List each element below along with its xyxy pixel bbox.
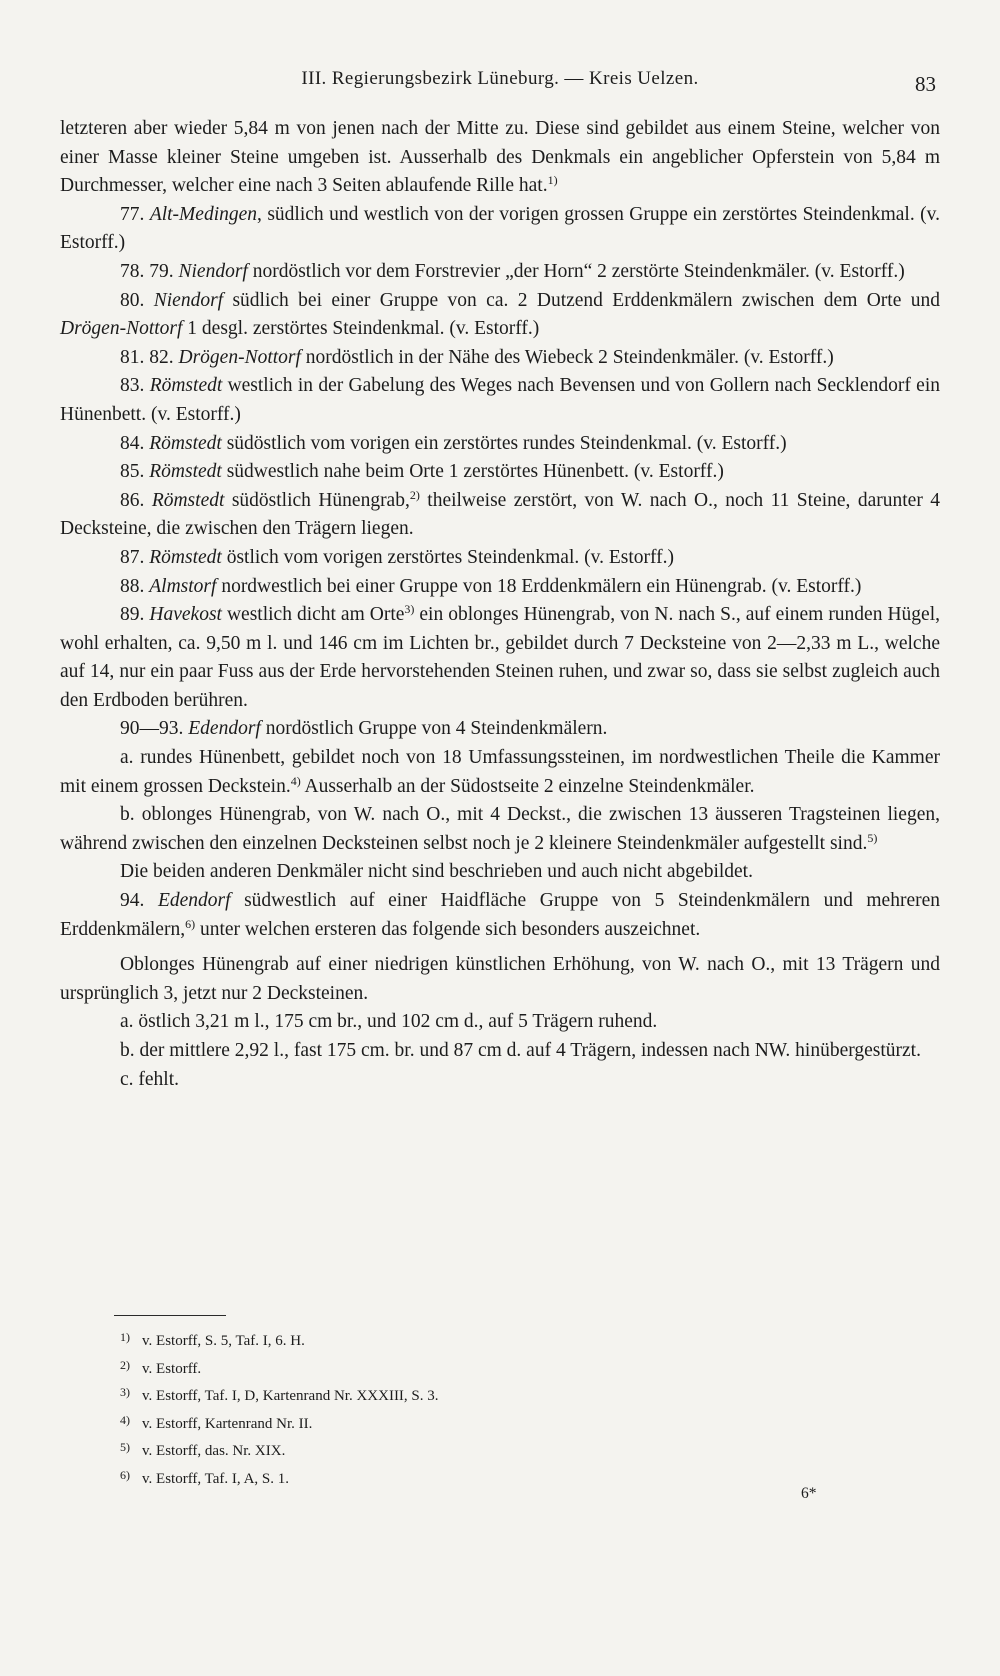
footnote-ref: 4) [290, 773, 301, 788]
text-run: südwestlich auf einer Haidfläche Gruppe von 5 Steindenkmälern und mehreren Erddenkmälern, [60, 890, 940, 940]
text-run: 81. 82. [120, 346, 179, 368]
text-run: theilweise zerstört, von W. nach O., noch 11 Steine, darunter 4 Decksteine, die zwischen den Trägern liegen. [60, 489, 940, 540]
text-run: nordöstlich Gruppe von 4 Steindenkmälern. [260, 718, 608, 740]
footnote [120, 1464, 820, 1492]
text-run: 89. [120, 604, 150, 626]
text-run: ein oblonges Hünengrab, von N. nach S., auf einem runden Hügel, wohl erhalten, ca. 9,50 m l. und 146 cm im Lichten br., gebildet durch 7 Decksteine von 2—2,33 m L., welche auf 14, nur ein paar Fuss aus der Erde hervorstehenden Steinen ruhen, und zwar so, dass sie selbst zugleich auch den Erdboden berühren. [60, 604, 940, 711]
place-name: Niendorf [153, 289, 224, 311]
text-run: südwestlich nahe beim Orte 1 zerstörtes Hünenbett. (v. Estorff.) [221, 461, 724, 483]
paragraph [60, 115, 940, 201]
text-run: 77. [120, 203, 150, 225]
text-run: südöstlich Hünengrab, [224, 489, 410, 511]
footnote-mark: 4) [120, 1412, 130, 1427]
text-run: südlich bei einer Gruppe von ca. 2 Dutzend Erddenkmälern zwischen dem Orte und [223, 289, 940, 311]
footnote [120, 1381, 820, 1409]
place-name: Römstedt [149, 432, 222, 454]
footnote [120, 1354, 820, 1382]
footnote-ref: 2) [409, 487, 420, 502]
footnote-text: v. Estorff. [142, 1360, 202, 1377]
footnote-ref: 6) [185, 916, 196, 931]
text-run: 87. [120, 546, 150, 568]
text-run: östlich vom vorigen zerstörtes Steindenkmal. (v. Estorff.) [221, 546, 675, 568]
paragraph [60, 887, 940, 944]
footnote-ref: 5) [867, 830, 878, 845]
paragraph [60, 287, 940, 344]
page-number: 83 [915, 72, 936, 96]
paragraph [60, 201, 940, 258]
footnote-ref: 1) [547, 173, 558, 188]
footnote-mark: 1) [120, 1330, 130, 1344]
place-name: Havekost [149, 604, 222, 626]
footnote [120, 1409, 820, 1437]
paragraph [60, 801, 940, 858]
paragraph [60, 715, 940, 744]
paragraph [60, 1066, 940, 1095]
paragraph [60, 573, 940, 602]
footnote-mark: 3) [120, 1385, 130, 1399]
text-run: Oblonges Hünengrab auf einer niedrigen künstlichen Erhöhung, von W. nach O., mit 13 Trägern und ursprünglich 3, jetzt nur 2 Decksteinen. [60, 954, 940, 1004]
text-run: nordwestlich bei einer Gruppe von 18 Erddenkmälern ein Hünengrab. (v. Estorff.) [216, 575, 862, 597]
paragraph [60, 1008, 940, 1037]
paragraph [60, 601, 940, 715]
text-run: westlich in der Gabelung des Weges nach Bevensen und von Gollern nach Secklendorf ein Hünenbett. (v. Estorff.) [60, 375, 941, 425]
paragraph [60, 858, 940, 887]
place-name: Drögen-Nottorf [60, 318, 183, 340]
text-run: Ausserhalb an der Südostseite 2 einzelne Steindenkmäler. [300, 775, 755, 797]
text-run: nordöstlich vor dem Forstrevier „der Horn“ 2 zerstörte Steindenkmäler. (v. Estorff.) [247, 260, 905, 282]
text-run: a. rundes Hünenbett, gebildet noch von 18 Umfassungssteinen, im nordwestlichen Theile die Kammer mit einem grossen Deckstein. [60, 747, 940, 797]
page-header [60, 60, 940, 100]
text-run: b. oblonges Hünengrab, von W. nach O., mit 4 Deckst., die zwischen 13 äusseren Tragsteinen liegen, während zwischen den einzelnen Decksteinen selbst noch je 2 kleinere Steindenkmäler aufgestellt sind. [60, 804, 940, 854]
text-run: b. der mittlere 2,92 l., fast 175 cm. br. und 87 cm d. auf 4 Trägern, indessen nach NW. hinübergestürzt. [120, 1040, 921, 1061]
footnote-mark: 5) [120, 1440, 130, 1454]
place-name: Drögen-Nottorf [178, 346, 301, 368]
paragraph [60, 487, 940, 544]
paragraph [60, 1037, 940, 1066]
text-run: westlich dicht am Orte [221, 604, 405, 626]
paragraph [60, 951, 940, 1008]
text-run: 78. 79. [120, 260, 179, 282]
text-run: Die beiden anderen Denkmäler nicht sind beschrieben und auch nicht abgebildet. [120, 861, 753, 883]
running-head: III. Regierungsbezirk Lüneburg. — Kreis Uelzen. [301, 68, 699, 89]
paragraph [60, 544, 940, 573]
text-run: 90—93. [120, 718, 189, 740]
text-run: 80. [120, 289, 154, 311]
printer-signature: 6* [801, 1485, 817, 1502]
paragraph [60, 372, 940, 429]
paragraph [60, 458, 940, 487]
paragraph [60, 344, 940, 373]
text-run: letzteren aber wieder 5,84 m von jenen nach der Mitte zu. Diese sind gebildet aus einem Steine, welcher von einer Masse kleiner Steine umgeben ist. Ausserhalb des Denkmals ein angeblicher Opferstein von 5,84 m Durchmesser, welcher eine nach 3 Seiten ablaufende Rille hat. [60, 118, 940, 197]
place-name: Römstedt [151, 489, 225, 511]
text-run: südöstlich vom vorigen ein zerstörtes rundes Steindenkmal. (v. Estorff.) [221, 432, 787, 454]
footnote-text: v. Estorff, Kartenrand Nr. II. [142, 1415, 313, 1432]
paragraph [60, 430, 940, 459]
text-run: nordöstlich in der Nähe des Wiebeck 2 Steindenkmäler. (v. Estorff.) [300, 346, 834, 368]
footnote [120, 1326, 820, 1354]
place-name: Römstedt [149, 461, 222, 483]
text-run: unter welchen ersteren das folgende sich besonders auszeichnet. [195, 918, 701, 940]
text-run: , südlich und westlich von der vorigen grossen Gruppe ein zerstörtes Steindenkmal. (v. Estorff.) [60, 203, 940, 254]
footnote-mark: 6) [120, 1467, 130, 1482]
text-run: 94. [120, 890, 158, 912]
paragraph [60, 744, 940, 801]
place-name: Römstedt [149, 375, 223, 397]
footnote-text: v. Estorff, S. 5, Taf. I, 6. H. [142, 1333, 305, 1349]
place-name: Almstorf [149, 575, 217, 597]
text-run: 86. [120, 489, 152, 511]
text-run: 88. [120, 575, 150, 597]
text-run: a. östlich 3,21 m l., 175 cm br., und 102 cm d., auf 5 Trägern ruhend. [120, 1011, 658, 1033]
place-name: Edendorf [157, 890, 231, 912]
footnotes [120, 1326, 820, 1491]
place-name: Römstedt [149, 546, 222, 568]
text-run: 85. [120, 461, 150, 483]
paragraph [60, 258, 940, 287]
place-name: Alt-Medingen [149, 203, 258, 225]
footnote [120, 1436, 820, 1464]
text-run: c. fehlt. [120, 1068, 180, 1090]
text-run: 83. [120, 375, 150, 397]
footnote-text: v. Estorff, das. Nr. XIX. [142, 1443, 286, 1459]
footnote-text: v. Estorff, Taf. I, A, S. 1. [142, 1470, 289, 1487]
footnote-divider [114, 1315, 226, 1316]
text-run: 1 desgl. zerstörtes Steindenkmal. (v. Estorff.) [182, 318, 540, 340]
footnote-mark: 2) [120, 1357, 130, 1372]
place-name: Edendorf [188, 718, 261, 740]
place-name: Niendorf [178, 260, 248, 282]
footnote-text: v. Estorff, Taf. I, D, Kartenrand Nr. XXXIII, S. 3. [142, 1388, 439, 1404]
body-text [60, 115, 940, 1094]
text-run: 84. [120, 432, 150, 454]
footnote-ref: 3) [404, 602, 415, 617]
